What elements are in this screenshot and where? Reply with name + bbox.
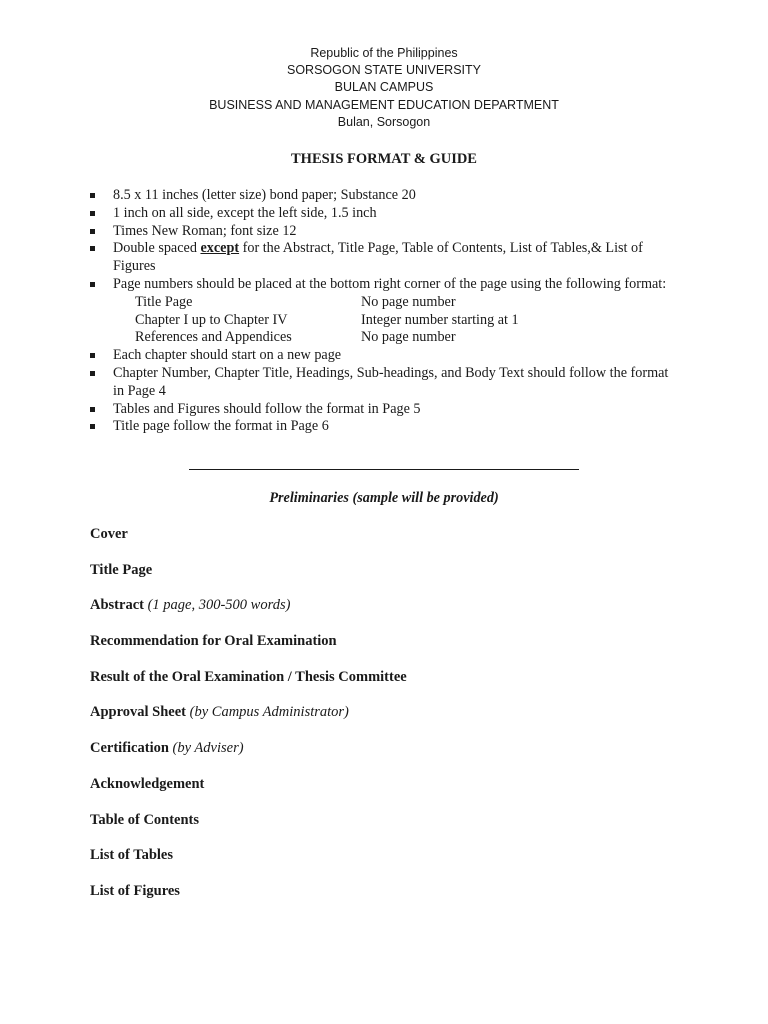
guide-item-text: Double spaced bbox=[113, 240, 201, 257]
preliminary-item bbox=[90, 811, 407, 847]
page-number-format-row bbox=[90, 294, 680, 312]
preliminary-item bbox=[90, 882, 407, 918]
guide-item-font bbox=[90, 223, 680, 241]
guide-item-text: Tables and Figures should follow the format in Page 5 bbox=[113, 400, 421, 417]
guide-item-spacing bbox=[90, 240, 680, 276]
preliminary-item bbox=[90, 703, 407, 739]
preliminary-name: Approval Sheet bbox=[90, 704, 187, 721]
guide-item-chapter-format bbox=[90, 365, 680, 401]
letterhead-campus: BULAN CAMPUS bbox=[334, 80, 434, 95]
bullet-square-icon bbox=[90, 246, 95, 251]
document-title: THESIS FORMAT & GUIDE bbox=[291, 151, 477, 167]
preliminary-name: Certification bbox=[90, 740, 169, 757]
letterhead-country: Republic of the Philippines bbox=[310, 46, 458, 60]
guide-item-page-numbers bbox=[90, 276, 680, 294]
letterhead-university: SORSOGON STATE UNIVERSITY bbox=[286, 63, 481, 78]
preliminary-name: Title Page bbox=[90, 561, 153, 578]
guide-item-new-page bbox=[90, 347, 680, 365]
preliminary-item bbox=[90, 739, 407, 775]
preliminary-name: Recommendation for Oral Examination bbox=[90, 633, 337, 650]
bullet-square-icon bbox=[90, 353, 95, 358]
bullet-square-icon bbox=[90, 229, 95, 234]
guide-item-text: Each chapter should start on a new page bbox=[113, 347, 342, 364]
preliminary-item bbox=[90, 846, 407, 882]
guide-item-title-page bbox=[90, 418, 680, 436]
preliminaries-list bbox=[90, 525, 407, 918]
preliminary-name: Cover bbox=[90, 526, 128, 542]
guide-item-text: 1 inch on all side, except the left side, 1.5 inch bbox=[113, 204, 377, 221]
preliminary-name: List of Figures bbox=[90, 882, 180, 899]
preliminary-item bbox=[90, 775, 407, 811]
preliminary-name: Abstract bbox=[90, 597, 144, 614]
guide-item-text: Page numbers should be placed at the bottom right corner of the page using the following format: bbox=[113, 275, 667, 292]
guide-item-text: for the Abstract, Title Page, Table of Contents, List of Tables,& List of Figures bbox=[113, 240, 643, 275]
except-emphasis: except bbox=[200, 240, 240, 257]
letterhead bbox=[0, 45, 768, 131]
bullet-square-icon bbox=[90, 211, 95, 216]
letterhead-department: BUSINESS AND MANAGEMENT EDUCATION DEPARTMENT bbox=[209, 97, 559, 112]
bullet-square-icon bbox=[90, 424, 95, 429]
format-part: References and Appendices bbox=[135, 329, 292, 346]
horizontal-divider bbox=[189, 469, 579, 470]
preliminary-name: Result of the Oral Examination / Thesis Committee bbox=[90, 668, 407, 685]
preliminary-item bbox=[90, 596, 407, 632]
format-rule: Integer number starting at 1 bbox=[361, 311, 519, 328]
guide-item-paper bbox=[90, 187, 680, 205]
preliminary-item bbox=[90, 561, 407, 597]
guide-item-text: 8.5 x 11 inches (letter size) bond paper; Substance 20 bbox=[113, 187, 416, 203]
guide-item-tables-figures bbox=[90, 401, 680, 419]
bullet-square-icon bbox=[90, 193, 95, 198]
format-rule: No page number bbox=[361, 329, 456, 346]
guide-item-text: Chapter Number, Chapter Title, Headings, Sub-headings, and Body Text should follow the format in Page 4 bbox=[113, 364, 669, 399]
format-part: Chapter I up to Chapter IV bbox=[135, 311, 288, 328]
preliminary-note: (1 page, 300-500 words) bbox=[143, 597, 291, 614]
preliminary-name: Table of Contents bbox=[90, 811, 200, 828]
preliminary-name: List of Tables bbox=[90, 847, 173, 864]
preliminaries-heading: Preliminaries (sample will be provided) bbox=[269, 490, 499, 506]
preliminary-item bbox=[90, 632, 407, 668]
guide-item-margins bbox=[90, 205, 680, 223]
format-part: Title Page bbox=[135, 293, 193, 310]
page-number-format-row bbox=[90, 329, 680, 347]
preliminary-item bbox=[90, 525, 407, 561]
guide-item-text: Times New Roman; font size 12 bbox=[113, 222, 297, 239]
bullet-square-icon bbox=[90, 371, 95, 376]
preliminary-item bbox=[90, 668, 407, 704]
bullet-square-icon bbox=[90, 282, 95, 287]
letterhead-address: Bulan, Sorsogon bbox=[337, 114, 431, 129]
bullet-square-icon bbox=[90, 407, 95, 412]
preliminary-note: (by Adviser) bbox=[168, 740, 244, 757]
guide-item-text: Title page follow the format in Page 6 bbox=[113, 418, 329, 435]
preliminary-name: Acknowledgement bbox=[90, 775, 205, 792]
format-rule: No page number bbox=[361, 293, 456, 310]
preliminary-note: (by Campus Administrator) bbox=[186, 704, 349, 721]
page-number-format-row bbox=[90, 312, 680, 330]
format-guide-list bbox=[90, 187, 680, 436]
